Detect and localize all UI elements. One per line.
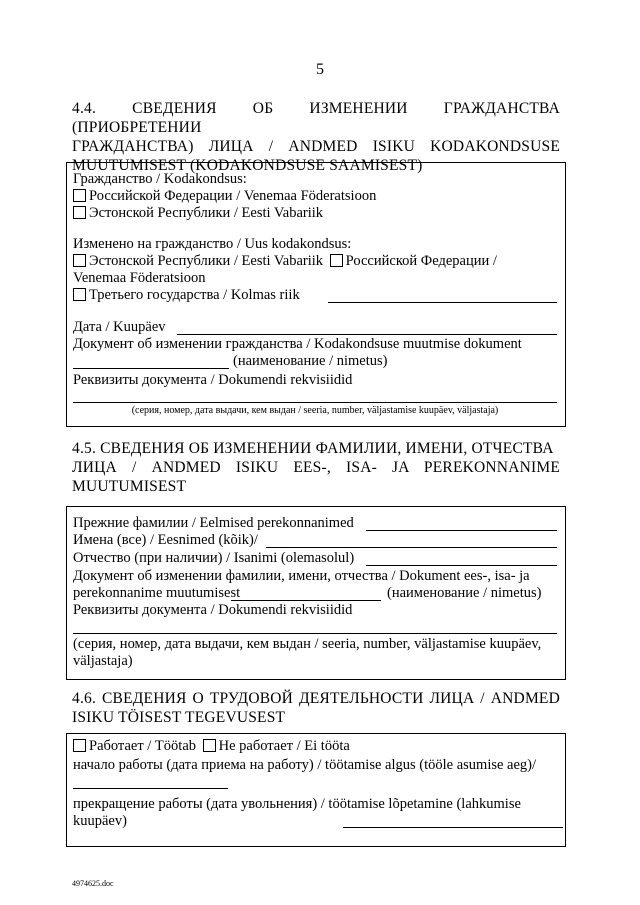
new-ee-checkbox[interactable] xyxy=(73,254,86,267)
section-46-heading xyxy=(72,689,560,727)
footer-doc-code: 4974625.doc xyxy=(72,879,114,888)
section-45-title-line3: MUUTUMISEST xyxy=(72,478,187,495)
citizenship-requisites-hint: (серия, номер, дата выдачи, кем выдан / seeria, number, väljastamise kuupäev, väljastaja) xyxy=(131,405,499,416)
citizenship-ee-checkbox[interactable] xyxy=(73,206,86,219)
new-rf-label: Российской Федерации / xyxy=(345,253,497,269)
citizenship-label: Гражданство / Kodakondsus: xyxy=(73,171,247,187)
citizenship-requisites-field[interactable] xyxy=(73,402,557,403)
new-third-label: Третьего государства / Kolmas riik xyxy=(89,287,300,303)
new-third-country-option[interactable] xyxy=(73,287,300,304)
name-doc-name-field[interactable] xyxy=(231,600,381,601)
section-45-heading xyxy=(72,439,560,496)
citizenship-doc-label: Документ об изменении гражданства / Kodakondsuse muutmise dokument xyxy=(73,336,522,352)
names-field[interactable] xyxy=(266,547,557,548)
work-start-label: начало работы (дата приема на работу) / töötamise algus (tööle asumise aeg)/ xyxy=(73,757,537,773)
prev-surnames-label: Прежние фамилии / Eelmised perekonnanimed xyxy=(73,515,354,531)
work-end-label-line1: прекращение работы (дата увольнения) / töötamise lõpetamine (lahkumise xyxy=(73,796,521,812)
new-rf-label-continued: Venemaa Föderatsioon xyxy=(73,270,206,286)
not-works-checkbox[interactable] xyxy=(203,739,216,752)
work-end-field[interactable] xyxy=(343,827,563,828)
citizenship-requisites-label: Реквизиты документа / Dokumendi rekvisiidid xyxy=(73,372,353,388)
name-doc-label-line1: Документ об изменении фамилии, имени, отчества / Dokument ees-, isa- ja xyxy=(73,568,530,584)
name-requisites-hint-line2: väljastaja) xyxy=(73,653,133,669)
work-end-label-line2: kuupäev) xyxy=(73,813,127,829)
name-requisites-hint-line1: (серия, номер, дата выдачи, кем выдан / seeria, number, väljastamise kuupäev, xyxy=(73,636,542,652)
citizenship-doc-name-hint: (наименование / nimetus) xyxy=(233,353,388,369)
works-checkbox[interactable] xyxy=(73,739,86,752)
name-doc-name-hint: (наименование / nimetus) xyxy=(387,585,542,601)
patronymic-label: Отчество (при наличии) / Isanimi (olemasolul) xyxy=(73,550,355,566)
not-works-label: Не работает / Ei tööta xyxy=(218,738,350,754)
changed-citizenship-label: Изменено на гражданство / Uus kodakondsus: xyxy=(73,236,352,252)
name-requisites-label: Реквизиты документа / Dokumendi rekvisiidid xyxy=(73,602,353,618)
section-45-title-line1: 4.5. СВЕДЕНИЯ ОБ ИЗМЕНЕНИИ ФАМИЛИИ, ИМЕНИ, ОТЧЕСТВА xyxy=(72,440,554,457)
names-label: Имена (все) / Eesnimed (kõik)/ xyxy=(73,532,258,548)
page-number: 5 xyxy=(316,61,324,78)
section-45-title-line2: ЛИЦА / ANDMED ISIKU EES-, ISA- JA PEREKONNANIME xyxy=(72,459,560,476)
work-start-field[interactable] xyxy=(73,788,228,789)
works-label: Работает / Töötab xyxy=(89,738,197,754)
name-requisites-field[interactable] xyxy=(73,633,557,634)
new-third-checkbox[interactable] xyxy=(73,288,86,301)
name-doc-label-line2: perekonnanime muutumisest xyxy=(73,585,241,601)
section-44-title-line2: ГРАЖДАНСТВА) ЛИЦА / ANDMED ISIKU KODAKONDSUSE xyxy=(72,138,560,155)
date-label: Дата / Kuupäev xyxy=(73,319,166,335)
section-46-title-line1: 4.6. СВЕДЕНИЯ О ТРУДОВОЙ ДЕЯТЕЛЬНОСТИ ЛИЦА / ANDMED xyxy=(72,690,560,707)
citizenship-rf-checkbox[interactable] xyxy=(73,189,86,202)
citizenship-rf-label: Российской Федерации / Venemaa Föderatsioon xyxy=(89,188,377,204)
citizenship-rf-option[interactable] xyxy=(73,188,376,205)
new-rf-checkbox[interactable] xyxy=(330,254,343,267)
date-field[interactable] xyxy=(177,334,557,335)
section-44-title-line3: MUUTUMISEST (KODAKONDSUSE SAAMISEST) xyxy=(72,157,423,174)
citizenship-doc-name-field[interactable] xyxy=(73,368,229,369)
new-citizenship-row xyxy=(73,253,497,270)
citizenship-ee-option[interactable] xyxy=(73,205,323,222)
new-ee-label: Эстонской Республики / Eesti Vabariik xyxy=(89,253,324,269)
employment-status-row xyxy=(73,738,350,755)
patronymic-field[interactable] xyxy=(366,565,557,566)
citizenship-ee-label: Эстонской Республики / Eesti Vabariik xyxy=(89,205,324,221)
section-44-title-line1: 4.4. СВЕДЕНИЯ ОБ ИЗМЕНЕНИИ ГРАЖДАНСТВА (ПРИОБРЕТЕНИИ xyxy=(72,100,560,136)
section-46-title-line2: ISIKU TÖISEST TEGEVUSEST xyxy=(72,709,286,726)
third-country-field[interactable] xyxy=(328,302,557,303)
prev-surnames-field[interactable] xyxy=(366,530,557,531)
